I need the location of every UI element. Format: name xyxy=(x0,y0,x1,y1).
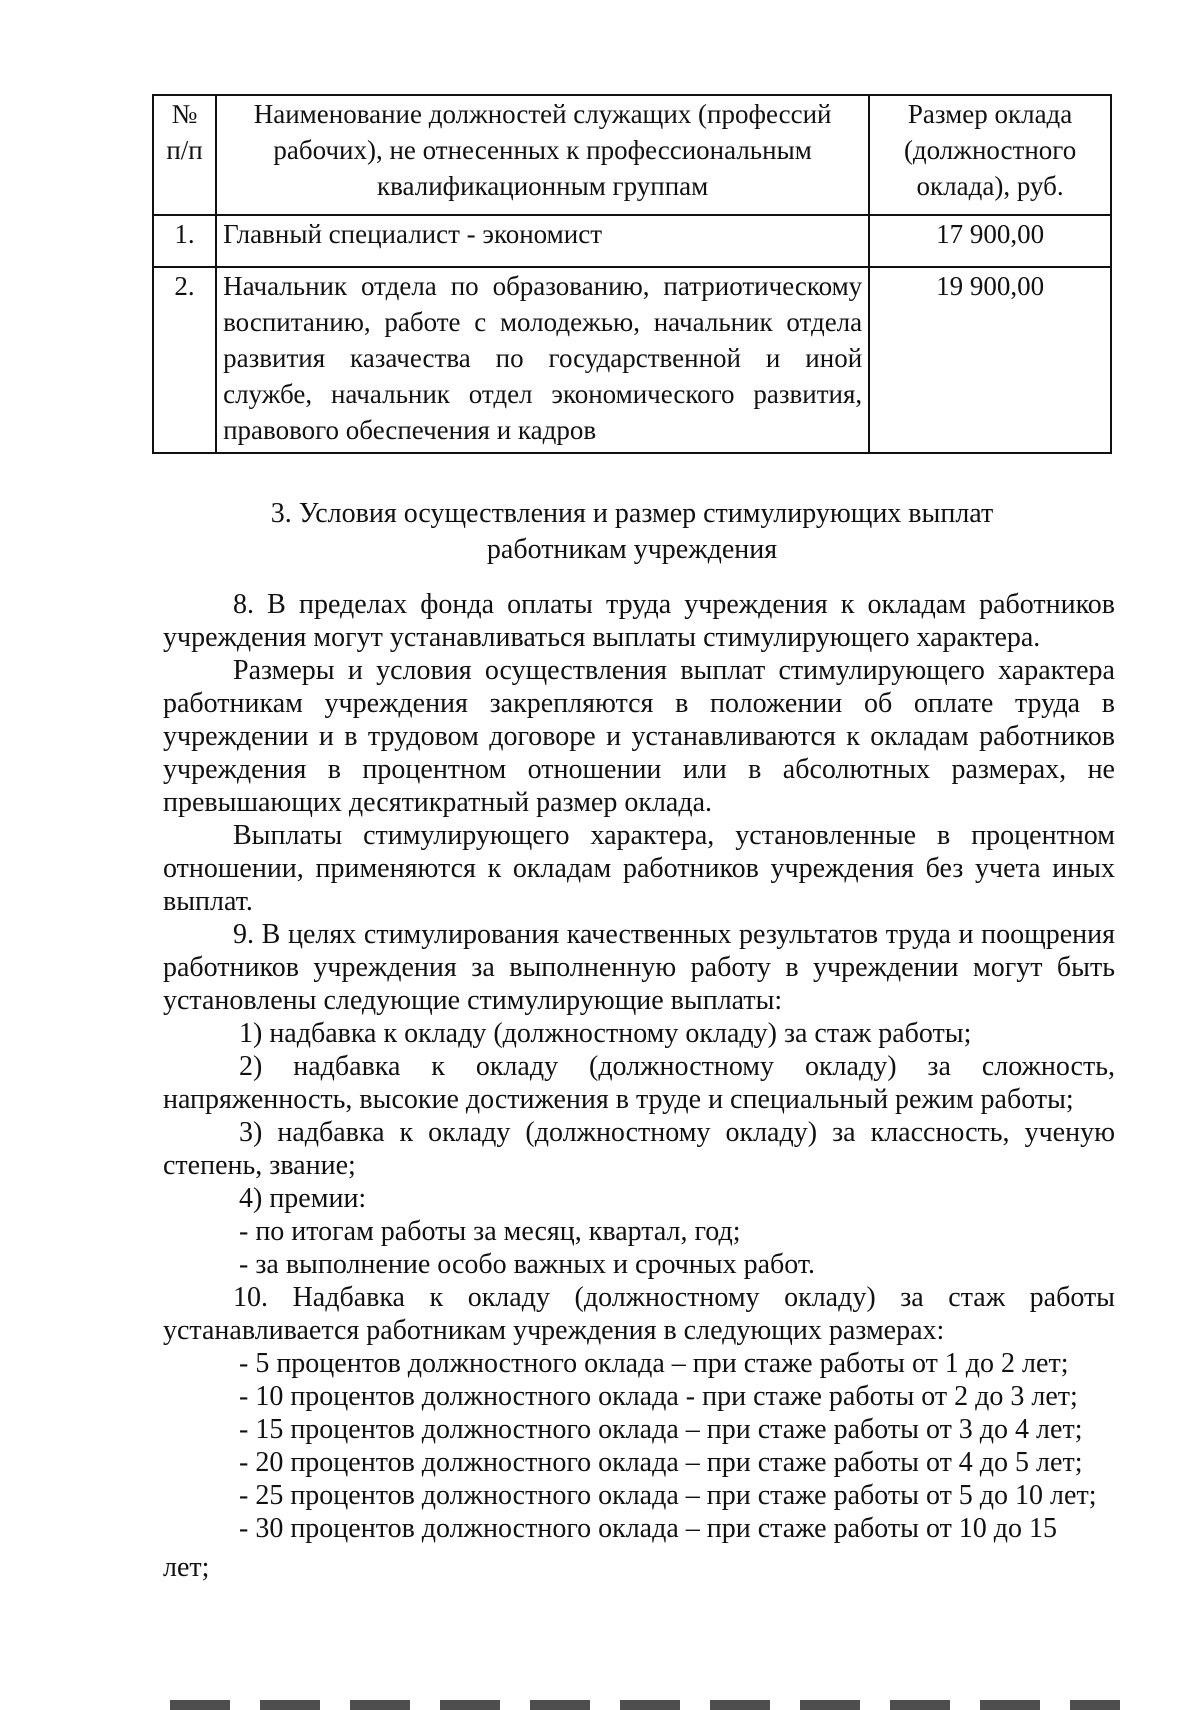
paragraph-9: 9. В целях стимулирования качественных результатов труда и поощрения работников учреждения за выполненную работу в учреждении могут быть установлены следующие стимулирующие выплаты: xyxy=(163,919,1115,1016)
list-item: 2) надбавка к окладу (должностному окладу) за сложность, напряженность, высокие достижения в труде и специальный режим работы; xyxy=(163,1051,1115,1115)
row-position-name: Начальник отдела по образованию, патриотическому воспитанию, работе с молодежью, начальник отдела развития казачества по государственной и иной службе, начальник отдел экономического развития, правового обеспечения и кадров xyxy=(216,267,869,453)
section-title xyxy=(152,496,1112,568)
row-num: 2. xyxy=(153,267,216,453)
row-salary: 17 900,00 xyxy=(869,215,1111,267)
header-salary: Размер оклада (должностного оклада), руб. xyxy=(869,95,1111,215)
paragraph-8-percent: Выплаты стимулирующего характера, установленные в процентном отношении, применяются к окладам работников учреждения без учета иных выплат. xyxy=(163,820,1115,917)
paragraph-10: 10. Надбавка к окладу (должностному окладу) за стаж работы устанавливается работникам учреждения в следующих размерах: xyxy=(163,1282,1115,1346)
row-num: 1. xyxy=(153,215,216,267)
paragraph-8: 8. В пределах фонда оплаты труда учреждения к окладам работников учреждения могут устанавливаться выплаты стимулирующего характера. xyxy=(163,589,1115,653)
bottom-edge-marks xyxy=(170,1700,1120,1710)
salary-table xyxy=(152,94,1112,454)
body-text xyxy=(163,588,1115,1584)
list-item: - 15 процентов должностного оклада – при стаже работы от 3 до 4 лет; xyxy=(239,1414,1083,1445)
table-header-row xyxy=(153,95,1111,215)
paragraph-8-sizes: Размеры и условия осуществления выплат стимулирующего характера работникам учреждения закрепляются в положении об оплате труда в учреждении и в трудовом договоре и устанавливаются к окладам работников учреждения в процентном отношении или в абсолютных размерах, не превышающих десятикратный размер оклада. xyxy=(163,655,1115,818)
list-item: - 25 процентов должностного оклада – при стаже работы от 5 до 10 лет; xyxy=(239,1480,1097,1511)
header-num: № п/п xyxy=(153,95,216,215)
section-title-line-1: 3. Условия осуществления и размер стимулирующих выплат xyxy=(270,498,994,529)
list-item: - 10 процентов должностного оклада - при стаже работы от 2 до 3 лет; xyxy=(239,1381,1078,1412)
list-item: 4) премии: xyxy=(239,1183,367,1214)
list-item: - 5 процентов должностного оклада – при стаже работы от 1 до 2 лет; xyxy=(239,1348,1069,1379)
row-position-name: Главный специалист - экономист xyxy=(216,215,869,267)
row-salary: 19 900,00 xyxy=(869,267,1111,453)
paragraph-tail: лет; xyxy=(163,1552,210,1583)
list-item: - 20 процентов должностного оклада – при стаже работы от 4 до 5 лет; xyxy=(239,1447,1083,1478)
list-item: 3) надбавка к окладу (должностному окладу) за классность, ученую степень, звание; xyxy=(163,1117,1115,1181)
header-position-name: Наименование должностей служащих (профессий рабочих), не отнесенных к профессиональным квалификационным группам xyxy=(216,95,869,215)
list-item: - 30 процентов должностного оклада – при стаже работы от 10 до 15 xyxy=(239,1513,1058,1544)
section-title-line-2: работникам учреждения xyxy=(486,534,778,565)
list-item: 1) надбавка к окладу (должностному окладу) за стаж работы; xyxy=(239,1018,972,1049)
table-row xyxy=(153,215,1111,267)
list-item: - по итогам работы за месяц, квартал, год; xyxy=(239,1216,741,1247)
table-row xyxy=(153,267,1111,453)
list-item: - за выполнение особо важных и срочных работ. xyxy=(239,1249,816,1280)
